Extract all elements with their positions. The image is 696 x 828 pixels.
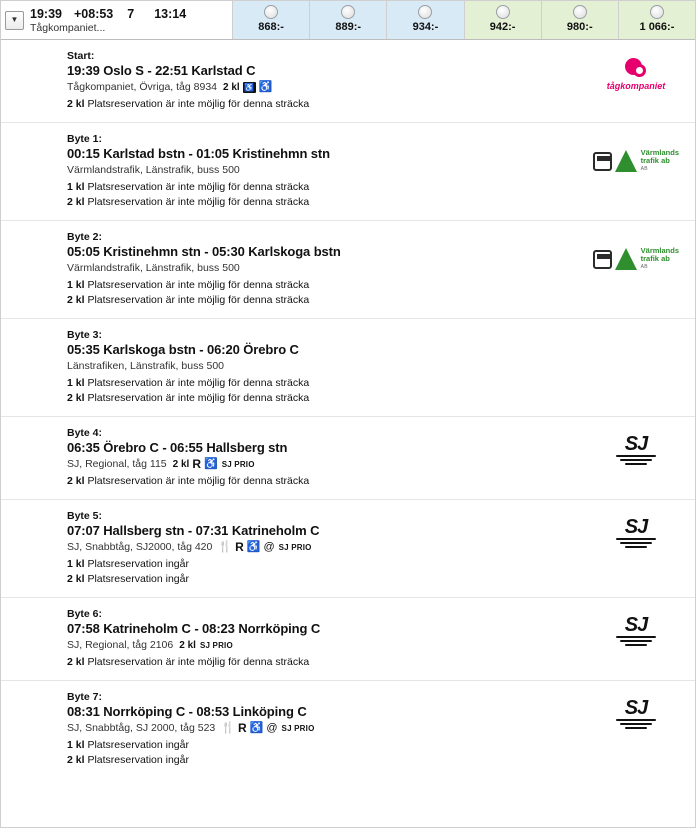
- journey-leg: [1, 681, 695, 778]
- leg-operator: Länstrafiken, Länstrafik, buss 500: [67, 360, 225, 372]
- leg-class-badge: 2 kl: [223, 81, 240, 93]
- radio-icon[interactable]: [418, 5, 432, 19]
- leg-kicker: Byte 3:: [67, 329, 103, 341]
- chevron-down-icon[interactable]: ▼: [5, 11, 24, 30]
- note-text: Platsreservation är inte möjlig för denna sträcka: [87, 294, 310, 306]
- leg-title: 05:35 Karlskoga bstn - 06:20 Örebro C: [67, 342, 299, 357]
- radio-icon[interactable]: [650, 5, 664, 19]
- leg-kicker: Byte 7:: [67, 691, 103, 703]
- radio-icon[interactable]: [573, 5, 587, 19]
- leg-operator: SJ, Snabbtåg, SJ 2000, tåg 523: [67, 722, 216, 734]
- leg-operator-row: [67, 639, 681, 651]
- leg-operator-row: [67, 81, 681, 93]
- note-text: Platsreservation ingår: [87, 573, 189, 585]
- note-text: Platsreservation ingår: [87, 558, 189, 570]
- wheelchair-icon: ♿: [203, 457, 218, 470]
- leg-operator: Tågkompaniet, Övriga, tåg 8934: [67, 81, 218, 93]
- operator-summary: Tågkompaniet...: [30, 21, 106, 34]
- leg-note: [67, 195, 681, 210]
- leg-operator-row: [67, 458, 681, 470]
- price-label: 1 066:-: [639, 21, 675, 33]
- note-class: 2 kl: [67, 656, 85, 668]
- sj-prio-icon: SJ PRIO: [221, 459, 255, 469]
- note-class: 2 kl: [67, 392, 85, 404]
- note-text: Platsreservation är inte möjlig för denna sträcka: [87, 181, 310, 193]
- note-class: 1 kl: [67, 279, 85, 291]
- arrival-time: 13:14: [154, 6, 187, 21]
- leg-class-badge: 2 kl: [172, 458, 190, 470]
- leg-operator: SJ, Snabbtåg, SJ2000, tåg 420: [67, 541, 213, 553]
- price-option-1[interactable]: [233, 1, 310, 39]
- note-text: Platsreservation är inte möjlig för denna sträcka: [87, 377, 310, 389]
- leg-kicker: Start:: [67, 50, 95, 62]
- leg-title: 07:58 Katrineholm C - 08:23 Norrköping C: [67, 621, 321, 636]
- note-class: 1 kl: [67, 739, 85, 751]
- journey-times: [30, 7, 186, 34]
- change-count: 7: [127, 6, 135, 21]
- note-class: 2 kl: [67, 196, 85, 208]
- note-text: Platsreservation är inte möjlig för denna sträcka: [87, 656, 310, 668]
- wheelchair-lift-icon: ♿: [244, 82, 255, 92]
- leg-kicker: Byte 5:: [67, 510, 103, 522]
- wheelchair-icon: ♿: [258, 80, 273, 93]
- price-option-3[interactable]: [387, 1, 464, 39]
- leg-title: 08:31 Norrköping C - 08:53 Linköping C: [67, 704, 307, 719]
- leaf-icon: [615, 248, 637, 270]
- sj-logo: [593, 518, 679, 558]
- departure-time: 19:39: [30, 6, 62, 21]
- leg-operator-row: [67, 164, 681, 176]
- note-text: Platsreservation är inte möjlig för denna sträcka: [87, 392, 310, 404]
- leg-operator: Värmlandstrafik, Länstrafik, buss 500: [67, 262, 240, 274]
- leaf-icon: [615, 150, 637, 172]
- journey-leg: [1, 500, 695, 598]
- note-class: 1 kl: [67, 558, 85, 570]
- leg-kicker: Byte 2:: [67, 231, 103, 243]
- note-class: 2 kl: [67, 573, 85, 585]
- sj-wing-icon: [616, 455, 656, 465]
- leg-note: [67, 572, 681, 587]
- restaurant-icon: R: [235, 539, 244, 554]
- leg-operator-row: [67, 541, 681, 553]
- sj-logo-text: SJ: [624, 433, 648, 455]
- restaurant-icon: R: [237, 720, 247, 735]
- radio-icon[interactable]: [496, 5, 510, 19]
- leg-note: [67, 180, 681, 195]
- price-option-5[interactable]: [542, 1, 619, 39]
- price-label: 980:-: [566, 21, 593, 33]
- sj-wing-icon: [616, 719, 656, 729]
- leg-class-badge: 2 kl: [179, 639, 196, 651]
- note-class: 2 kl: [67, 475, 85, 487]
- sj-wing-icon: [616, 538, 656, 548]
- tagkompaniet-logo-text: tågkompaniet: [606, 81, 666, 91]
- note-text: Platsreservation är inte möjlig för denna sträcka: [87, 196, 310, 208]
- bus-icon: [593, 152, 612, 171]
- price-label: 889:-: [335, 21, 362, 33]
- sj-prio-icon: SJ PRIO: [281, 723, 315, 733]
- note-class: 1 kl: [67, 377, 85, 389]
- restaurant-icon: R: [192, 456, 201, 471]
- leg-operator: SJ, Regional, tåg 2106: [67, 639, 174, 651]
- price-option-6[interactable]: [619, 1, 695, 39]
- journey-leg: [1, 598, 695, 681]
- leg-note: [67, 474, 681, 489]
- leg-note: [67, 738, 681, 753]
- price-label: 934:-: [412, 21, 439, 33]
- wheelchair-icon: ♿: [249, 721, 264, 734]
- varmlandstrafik-logo: [593, 239, 679, 279]
- journey-leg: [1, 417, 695, 500]
- radio-icon[interactable]: [341, 5, 355, 19]
- leg-note: [67, 391, 681, 406]
- price-option-2[interactable]: [310, 1, 387, 39]
- wifi-icon: @: [263, 540, 275, 553]
- note-class: 1 kl: [67, 181, 85, 193]
- journey-leg: [1, 319, 695, 417]
- note-text: Platsreservation är inte möjlig för denna sträcka: [87, 279, 310, 291]
- leg-note: [67, 753, 681, 768]
- varmlandstrafik-logo-text: Värmlands trafik ab AB: [640, 148, 679, 172]
- bus-icon: [593, 250, 612, 269]
- note-text: Platsreservation är inte möjlig för denna sträcka: [87, 475, 310, 487]
- journey-duration: +08:53: [73, 6, 114, 21]
- sj-logo: [593, 699, 679, 739]
- note-class: 2 kl: [67, 98, 85, 110]
- note-text: Platsreservation är inte möjlig för denna sträcka: [87, 98, 310, 110]
- leg-operator-row: [67, 262, 681, 274]
- leg-title: 05:05 Kristinehmn stn - 05:30 Karlskoga bstn: [67, 244, 341, 259]
- leg-note: [67, 97, 681, 112]
- note-class: 2 kl: [67, 754, 85, 766]
- leg-note: [67, 655, 681, 670]
- leg-operator-row: [67, 360, 681, 372]
- sj-logo-text: SJ: [624, 516, 648, 538]
- leg-title: 06:35 Örebro C - 06:55 Hallsberg stn: [67, 440, 288, 455]
- sj-wing-icon: [616, 636, 656, 646]
- price-label: 868:-: [258, 21, 284, 33]
- price-label: 942:-: [489, 21, 516, 33]
- wheelchair-icon: ♿: [246, 540, 261, 553]
- journey-summary-left: [1, 1, 233, 39]
- leg-title: 07:07 Hallsberg stn - 07:31 Katrineholm C: [67, 523, 320, 538]
- cutlery-icon: 🍴: [221, 721, 235, 734]
- note-class: 2 kl: [67, 294, 85, 306]
- leg-kicker: Byte 1:: [67, 133, 103, 145]
- leg-note: [67, 293, 681, 308]
- sj-logo: [593, 435, 679, 475]
- note-text: Platsreservation ingår: [87, 754, 189, 766]
- journey-leg: [1, 40, 695, 123]
- leg-title: 00:15 Karlstad bstn - 01:05 Kristinehmn stn: [67, 146, 331, 161]
- leg-kicker: Byte 6:: [67, 608, 103, 620]
- radio-icon[interactable]: [264, 5, 278, 19]
- journey-leg: [1, 123, 695, 221]
- leg-operator: Värmlandstrafik, Länstrafik, buss 500: [67, 164, 240, 176]
- varmlandstrafik-logo: [593, 141, 679, 181]
- note-text: Platsreservation ingår: [87, 739, 189, 751]
- tagkompaniet-logo: [593, 58, 679, 98]
- journey-legs-list: [1, 40, 695, 827]
- price-option-4[interactable]: [465, 1, 542, 39]
- leg-operator-row: [67, 722, 681, 734]
- varmlandstrafik-logo-text: Värmlands trafik ab AB: [640, 246, 679, 270]
- wifi-icon: @: [266, 721, 278, 734]
- journey-summary-header: [1, 1, 695, 40]
- sj-prio-icon: SJ PRIO: [278, 542, 312, 552]
- leg-title: 19:39 Oslo S - 22:51 Karlstad C: [67, 63, 256, 78]
- journey-leg: [1, 221, 695, 319]
- sj-logo-text: SJ: [624, 697, 648, 719]
- leg-operator: SJ, Regional, tåg 115: [67, 458, 167, 470]
- sj-logo-text: SJ: [624, 614, 648, 636]
- leg-note: [67, 278, 681, 293]
- leg-note: [67, 376, 681, 391]
- cutlery-icon: 🍴: [218, 540, 233, 553]
- leg-note: [67, 557, 681, 572]
- leg-kicker: Byte 4:: [67, 427, 103, 439]
- sj-logo: [593, 616, 679, 656]
- sj-prio-icon: SJ PRIO: [199, 640, 233, 650]
